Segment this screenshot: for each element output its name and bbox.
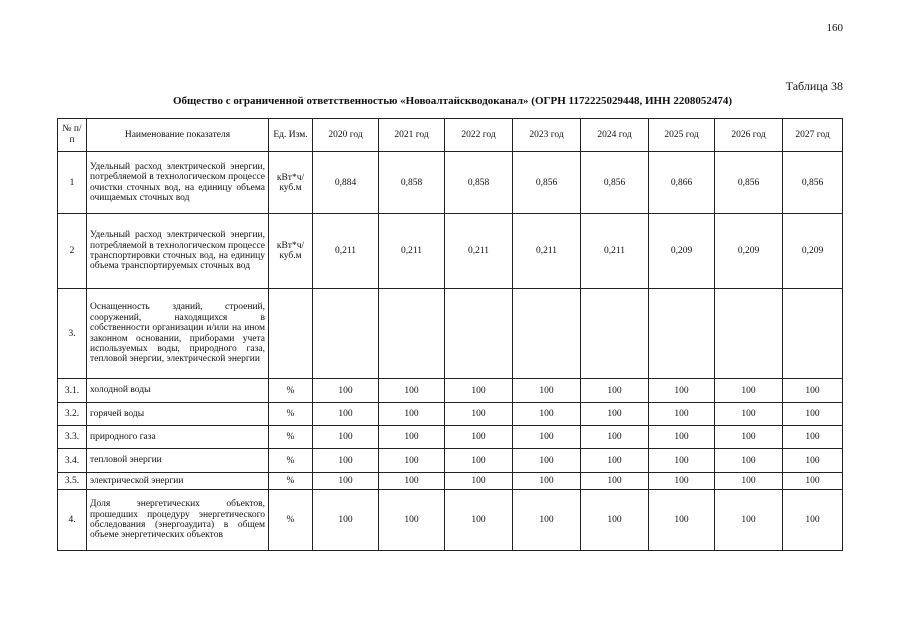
row-value-2020: 100 [313, 449, 379, 473]
header-unit: Ед. Изм. [269, 119, 313, 152]
table-row [58, 490, 843, 551]
row-value-2022: 0,211 [445, 214, 513, 289]
row-value-2021: 100 [379, 449, 445, 473]
row-num: 3.1. [58, 379, 87, 403]
header-year-2025: 2025 год [649, 119, 715, 152]
row-value-2024: 100 [581, 379, 649, 403]
row-value-2024: 0,211 [581, 214, 649, 289]
row-value-2023: 100 [513, 379, 581, 403]
row-value-2021: 100 [379, 426, 445, 449]
row-unit: % [269, 403, 313, 426]
row-value-2023: 100 [513, 490, 581, 551]
row-value-2022: 100 [445, 473, 513, 490]
row-value-2021: 100 [379, 473, 445, 490]
table-row [58, 403, 843, 426]
row-value-2024: 100 [581, 490, 649, 551]
row-name: электрической энергии [87, 473, 269, 490]
table-row [58, 379, 843, 403]
row-value-2021: 0,211 [379, 214, 445, 289]
row-name: холодной воды [87, 379, 269, 403]
header-year-2026: 2026 год [715, 119, 783, 152]
row-value-2020: 0,884 [313, 152, 379, 214]
row-num: 1 [58, 152, 87, 214]
table-row [58, 152, 843, 214]
header-year-2024: 2024 год [581, 119, 649, 152]
row-value-2024: 100 [581, 473, 649, 490]
row-value-2027: 100 [783, 490, 843, 551]
row-unit: кВт*ч/ куб.м [269, 152, 313, 214]
table-row [58, 289, 843, 379]
row-value-2021 [379, 289, 445, 379]
row-value-2025: 100 [649, 426, 715, 449]
row-value-2020: 100 [313, 426, 379, 449]
row-value-2022: 100 [445, 449, 513, 473]
row-value-2025: 0,209 [649, 214, 715, 289]
row-value-2025: 100 [649, 490, 715, 551]
row-name: тепловой энергии [87, 449, 269, 473]
row-value-2022: 100 [445, 379, 513, 403]
row-value-2022 [445, 289, 513, 379]
row-value-2027: 0,856 [783, 152, 843, 214]
row-value-2020: 100 [313, 379, 379, 403]
row-num: 3.3. [58, 426, 87, 449]
row-value-2022: 100 [445, 490, 513, 551]
row-unit: % [269, 426, 313, 449]
header-year-2022: 2022 год [445, 119, 513, 152]
row-value-2026: 100 [715, 426, 783, 449]
row-unit: % [269, 449, 313, 473]
row-value-2024: 0,856 [581, 152, 649, 214]
row-value-2023: 100 [513, 403, 581, 426]
row-name: природного газа [87, 426, 269, 449]
row-value-2026: 100 [715, 490, 783, 551]
header-year-2023: 2023 год [513, 119, 581, 152]
row-value-2027: 100 [783, 449, 843, 473]
row-num: 3. [58, 289, 87, 379]
row-value-2024 [581, 289, 649, 379]
header-year-2027: 2027 год [783, 119, 843, 152]
table-row [58, 426, 843, 449]
row-value-2026: 100 [715, 449, 783, 473]
header-year-2020: 2020 год [313, 119, 379, 152]
row-value-2021: 0,858 [379, 152, 445, 214]
row-value-2027: 100 [783, 473, 843, 490]
row-value-2025 [649, 289, 715, 379]
row-value-2026: 0,856 [715, 152, 783, 214]
page-number: 160 [826, 22, 843, 34]
row-value-2026: 0,209 [715, 214, 783, 289]
row-value-2027: 0,209 [783, 214, 843, 289]
indicators-table [57, 118, 843, 551]
row-name: Оснащенность зданий, строений, сооружений, находящихся в собственности организации и/или на ином законном основании, приборами учета используемых воды, природного газа, тепловой энергии, электрической энергии [87, 289, 269, 379]
row-value-2020 [313, 289, 379, 379]
row-unit: кВт*ч/ куб.м [269, 214, 313, 289]
row-value-2023: 100 [513, 473, 581, 490]
row-value-2026: 100 [715, 379, 783, 403]
row-value-2026: 100 [715, 473, 783, 490]
row-value-2022: 100 [445, 403, 513, 426]
table-row [58, 214, 843, 289]
row-value-2023: 0,856 [513, 152, 581, 214]
row-name: горячей воды [87, 403, 269, 426]
row-unit: % [269, 379, 313, 403]
row-value-2020: 100 [313, 473, 379, 490]
row-value-2020: 0,211 [313, 214, 379, 289]
row-name: Удельный расход электрической энергии, потребляемой в технологическом процессе очистки сточных вод, на единицу объема очищаемых сточных вод [87, 152, 269, 214]
row-value-2023 [513, 289, 581, 379]
header-name: Наименование показателя [87, 119, 269, 152]
row-value-2025: 100 [649, 473, 715, 490]
row-value-2025: 100 [649, 379, 715, 403]
row-num: 3.5. [58, 473, 87, 490]
row-num: 3.2. [58, 403, 87, 426]
table-row [58, 473, 843, 490]
row-num: 2 [58, 214, 87, 289]
row-value-2022: 100 [445, 426, 513, 449]
row-value-2020: 100 [313, 490, 379, 551]
row-name: Доля энергетических объектов, прошедших процедуру энергетического обследования (энергоаудита) в общем объеме энергетических объектов [87, 490, 269, 551]
header-year-2021: 2021 год [379, 119, 445, 152]
row-value-2027: 100 [783, 379, 843, 403]
row-value-2022: 0,858 [445, 152, 513, 214]
row-value-2024: 100 [581, 403, 649, 426]
row-value-2025: 100 [649, 449, 715, 473]
row-value-2023: 100 [513, 426, 581, 449]
table-row [58, 449, 843, 473]
row-value-2027: 100 [783, 403, 843, 426]
row-value-2023: 0,211 [513, 214, 581, 289]
row-value-2021: 100 [379, 379, 445, 403]
row-value-2020: 100 [313, 403, 379, 426]
row-num: 4. [58, 490, 87, 551]
row-num: 3.4. [58, 449, 87, 473]
table-header-row [58, 119, 843, 152]
row-name: Удельный расход электрической энергии, потребляемой в технологическом процессе транспортировки сточных вод, на единицу объема транспортируемых сточных вод [87, 214, 269, 289]
document-title: Общество с ограниченной ответственностью «Новоалтайскводоканал» (ОГРН 1172225029448, ИНН 2208052474) [172, 95, 733, 107]
row-value-2025: 100 [649, 403, 715, 426]
header-num: № п/п [58, 119, 87, 152]
row-unit: % [269, 490, 313, 551]
row-unit [269, 289, 313, 379]
row-value-2026: 100 [715, 403, 783, 426]
row-value-2021: 100 [379, 490, 445, 551]
row-value-2025: 0,866 [649, 152, 715, 214]
row-value-2021: 100 [379, 403, 445, 426]
row-unit: % [269, 473, 313, 490]
table-label: Таблица 38 [785, 79, 843, 93]
row-value-2027 [783, 289, 843, 379]
row-value-2024: 100 [581, 449, 649, 473]
row-value-2023: 100 [513, 449, 581, 473]
row-value-2024: 100 [581, 426, 649, 449]
row-value-2026 [715, 289, 783, 379]
row-value-2027: 100 [783, 426, 843, 449]
